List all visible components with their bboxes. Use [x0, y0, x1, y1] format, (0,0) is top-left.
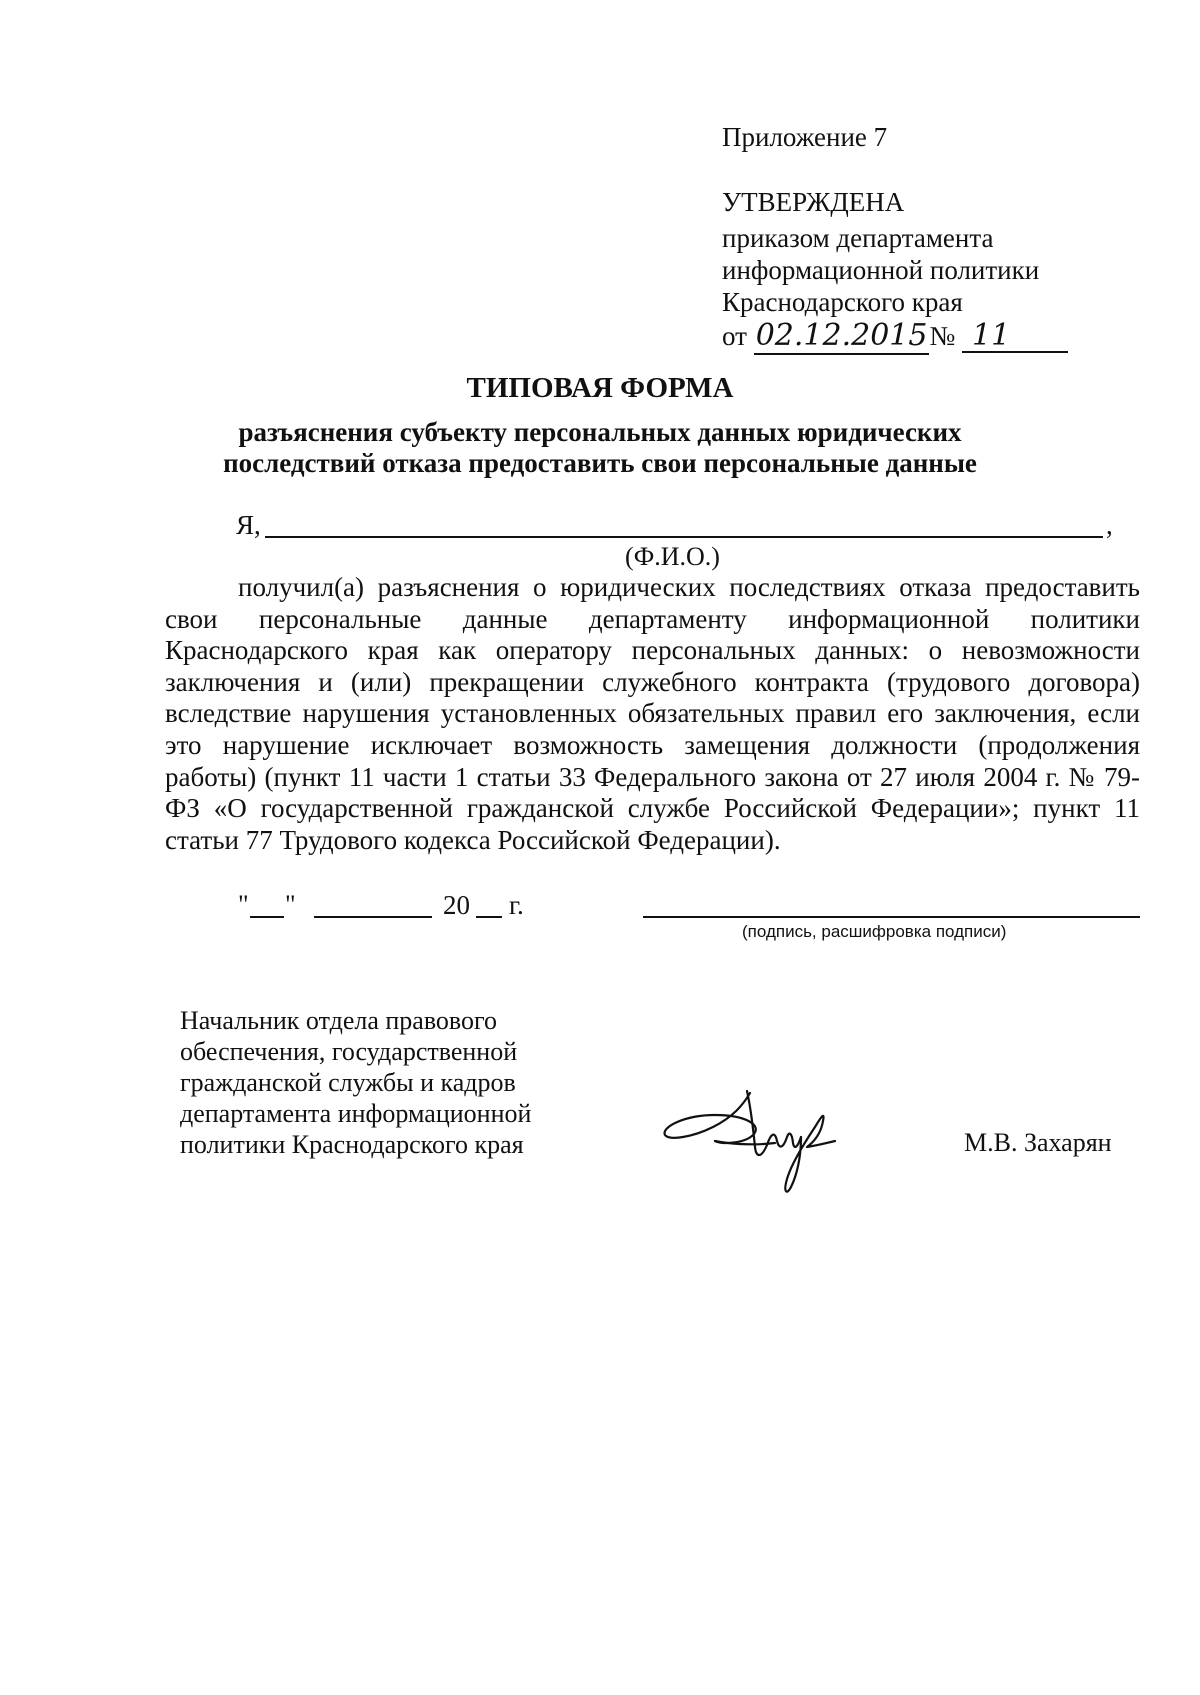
body-paragraph: получил(а) разъяснения о юридических последствиях отказа предоставить свои персональные данные департаменту информационной политики Краснодарского края как оператору персональных данных: о невозможности заключения и (или) прекращении служебного контракта (трудового договора) вследствие нарушения установленных обязательных правил его заключения, если это нарушение исключает возможность замещения должности (продолжения работы) (пункт 11 части 1 статьи 33 Федерального закона от 27 июля 2004 г. № 79-ФЗ «О государственной гражданской службе Российской Федерации»; пункт 11 статьи 77 Трудового кодекса Российской Федерации). [165, 572, 1140, 855]
appendix-label: Приложение 7 [722, 122, 888, 152]
approval-date-row [722, 320, 1068, 353]
document-subtitle-line: разъяснения субъекту персональных данных юридических [238, 417, 962, 447]
approval-heading: УТВЕРЖДЕНА [722, 187, 905, 217]
fio-prefix: Я, [236, 510, 261, 540]
date-quote-open: " [238, 890, 249, 919]
position-line: политики Краснодарского края [180, 1130, 524, 1159]
signature-line [643, 916, 1140, 918]
handwritten-signature [655, 1075, 855, 1205]
approval-from-label: от [722, 321, 747, 351]
year-line [476, 916, 502, 918]
approval-line: Краснодарского края [722, 287, 963, 317]
fio-suffix: , [1106, 510, 1113, 540]
approval-date: 02.12.2015 [755, 318, 928, 353]
position-line: обеспечения, государственной [180, 1037, 518, 1066]
document-subtitle-line: последствий отказа предоставить свои персональные данные [223, 448, 977, 478]
approval-line: информационной политики [722, 255, 1040, 285]
signatory-position [180, 1005, 531, 1160]
approval-number-label: № [929, 321, 956, 351]
fio-field-line [265, 536, 1103, 538]
year-suffix: г. [509, 890, 524, 920]
fio-caption: (Ф.И.О.) [625, 542, 720, 571]
approval-number: 11 [962, 320, 1068, 353]
month-line [314, 916, 432, 918]
signature-caption: (подпись, расшифровка подписи) [742, 922, 1007, 941]
position-line: гражданской службы и кадров [180, 1068, 516, 1097]
signatory-name: М.В. Захарян [964, 1128, 1112, 1157]
day-line [250, 916, 284, 918]
date-quote-close: " [285, 890, 296, 919]
document-title: ТИПОВАЯ ФОРМА [466, 372, 734, 404]
approval-line: приказом департамента [722, 223, 994, 253]
position-line: департамента информационной [180, 1099, 532, 1128]
year-prefix: 20 [443, 890, 470, 920]
position-line: Начальник отдела правового [180, 1006, 498, 1035]
